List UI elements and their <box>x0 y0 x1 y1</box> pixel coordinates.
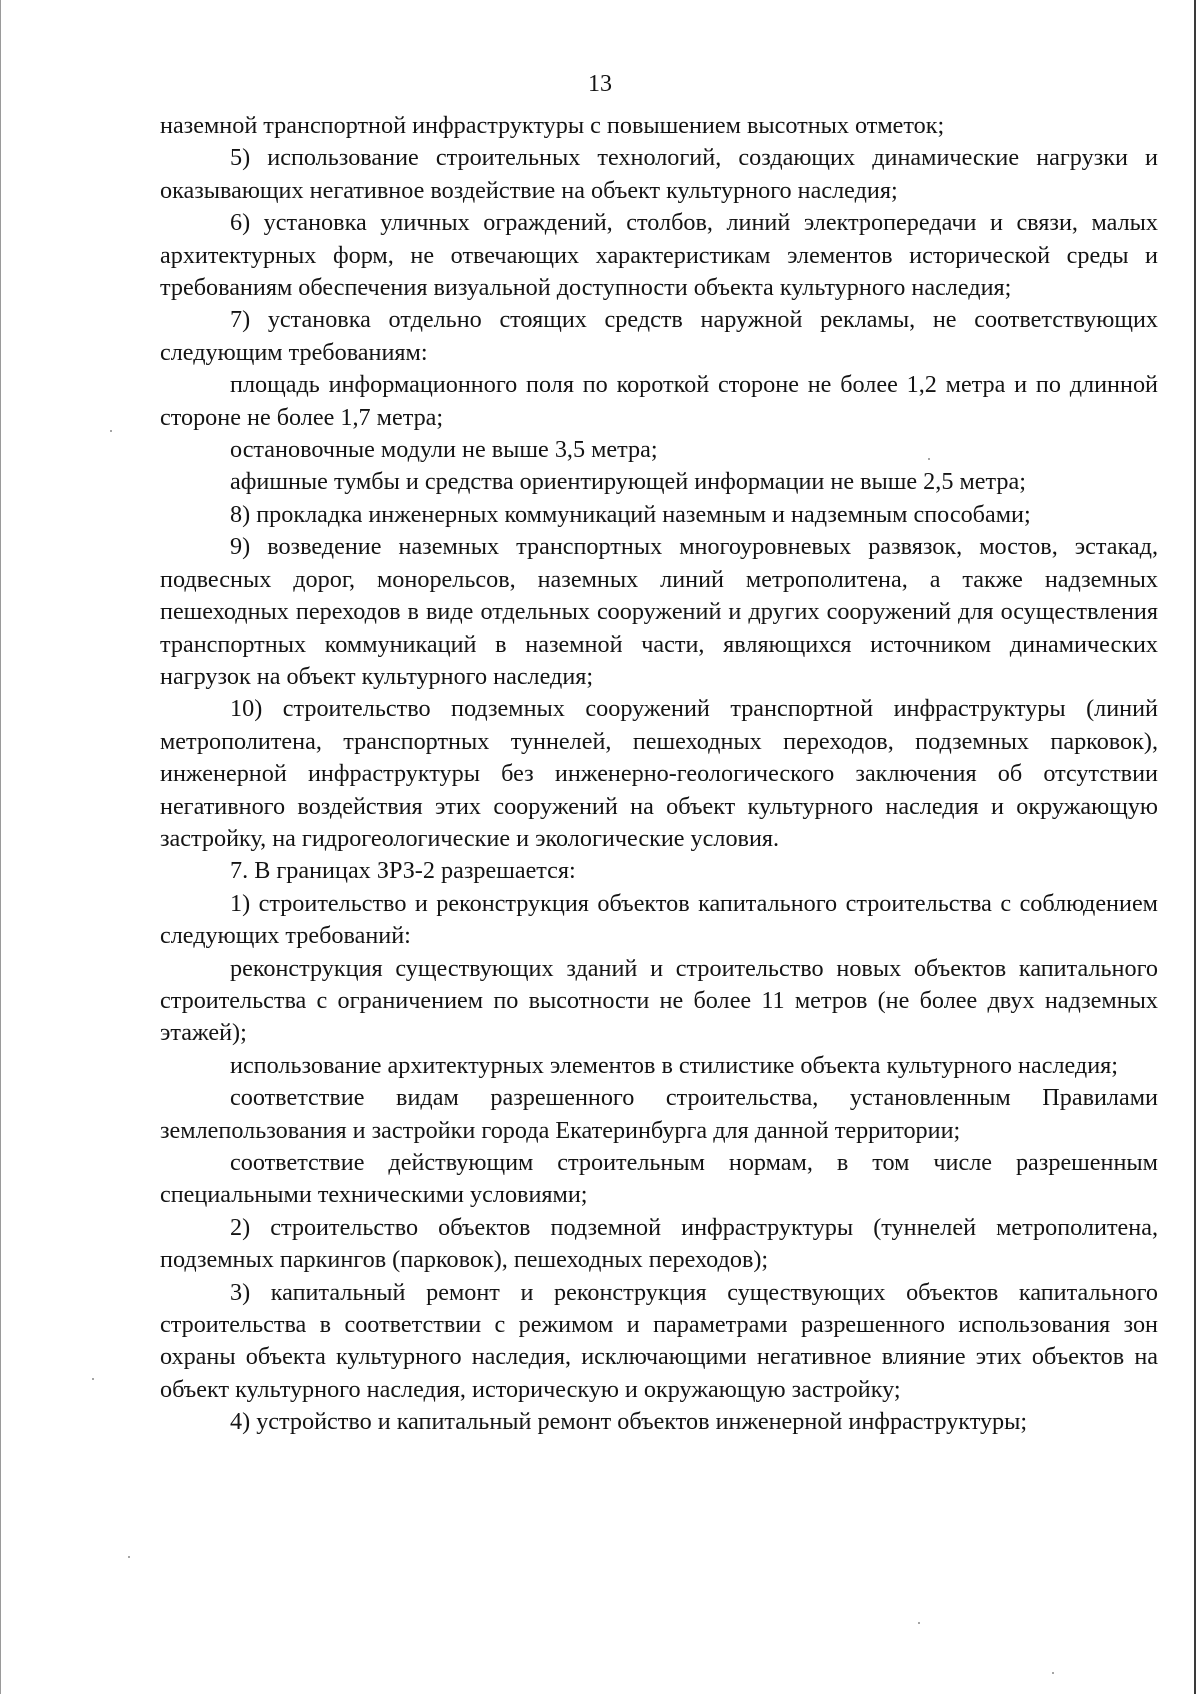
scan-speck <box>1052 1672 1054 1674</box>
paragraph-allowed-2: 2) строительство объектов подземной инфраструктуры (туннелей метрополитена, подземных паркингов (парковок), пешеходных переходов); <box>160 1213 1158 1274</box>
paragraph-requirement-area: площадь информационного поля по короткой стороне не более 1,2 метра и по длинной стороне не более 1,7 метра; <box>160 371 1158 431</box>
paragraph-item-10: 10) строительство подземных сооружений транспортной инфраструктуры (линий метрополитена, транспортных туннелей, пешеходных переходов, подземных парковок), инженерной инфраструктуры без инженерно-геологического заключения об отсутствии негативного воздействия этих сооружений на объект культурного наследия и окружающую застройку, на гидрогеологические и экологические условия. <box>160 695 1158 852</box>
paragraph-allowed-1-rules: соответствие видам разрешенного строительства, установленным Правилами землепользования и застройки города Екатеринбурга для данной территории; <box>160 1084 1158 1144</box>
paragraph-section-7: 7. В границах ЗРЗ-2 разрешается: <box>230 857 576 885</box>
paragraph-requirement-posters: афишные тумбы и средства ориентирующей информации не выше 2,5 метра; <box>230 468 1026 496</box>
paragraph-item-7: 7) установка отдельно стоящих средств наружной рекламы, не соответствующих следующим требованиям: <box>160 306 1158 366</box>
scan-left-edge <box>0 0 1 1694</box>
paragraph-allowed-3: 3) капитальный ремонт и реконструкция существующих объектов капитального строительства в соответствии с режимом и параметрами разрешенного использования зон охраны объекта культурного наследия, исключающими негативное влияние этих объектов на объект культурного наследия, историческую и окружающую застройку; <box>160 1278 1158 1403</box>
scan-speck <box>110 430 112 432</box>
paragraph-item-9: 9) возведение наземных транспортных многоуровневых развязок, мостов, эстакад, подвесных дорог, монорельсов, наземных линий метрополитена, а также надземных пешеходных переходов в виде отдельных сооружений и других сооружений для осуществления транспортных коммуникаций в наземной части, являющихся источником динамических нагрузок на объект культурного наследия; <box>160 533 1158 690</box>
paragraph-allowed-1-height: реконструкция существующих зданий и строительство новых объектов капитального строительства с ограничением по высотности не более 11 метров (не более двух надземных этажей); <box>160 954 1158 1047</box>
paragraph-item-8: 8) прокладка инженерных коммуникаций наземным и надземным способами; <box>230 500 1031 528</box>
scan-speck <box>918 1622 920 1624</box>
paragraph-continuation: наземной транспортной инфраструктуры с повышением высотных отметок; <box>160 112 945 139</box>
paragraph-allowed-1-norms: соответствие действующим строительным нормам, в том числе разрешенным специальными техническими условиями; <box>160 1149 1158 1209</box>
paragraph-allowed-4: 4) устройство и капитальный ремонт объектов инженерной инфраструктуры; <box>230 1408 1028 1436</box>
scan-speck <box>128 1556 130 1558</box>
paragraph-item-5: 5) использование строительных технологий, создающих динамические нагрузки и оказывающих негативное воздействие на объект культурного наследия; <box>160 144 1158 204</box>
scan-speck <box>928 458 930 460</box>
scan-right-edge <box>1194 0 1196 1694</box>
paragraph-allowed-1-style: использование архитектурных элементов в стилистике объекта культурного наследия; <box>230 1051 1119 1079</box>
paragraph-item-6: 6) установка уличных ограждений, столбов, линий электропередачи и связи, малых архитектурных форм, не отвечающих характеристикам элементов исторической среды и требованиям обеспечения визуальной доступности объекта культурного наследия; <box>160 209 1158 302</box>
paragraph-requirement-stops: остановочные модули не выше 3,5 метра; <box>230 436 658 464</box>
scan-speck <box>92 1378 94 1380</box>
document-body <box>160 110 1158 1439</box>
paragraph-allowed-1: 1) строительство и реконструкция объектов капитального строительства с соблюдением следующих требований: <box>160 889 1158 950</box>
page-number: 13 <box>588 71 612 97</box>
